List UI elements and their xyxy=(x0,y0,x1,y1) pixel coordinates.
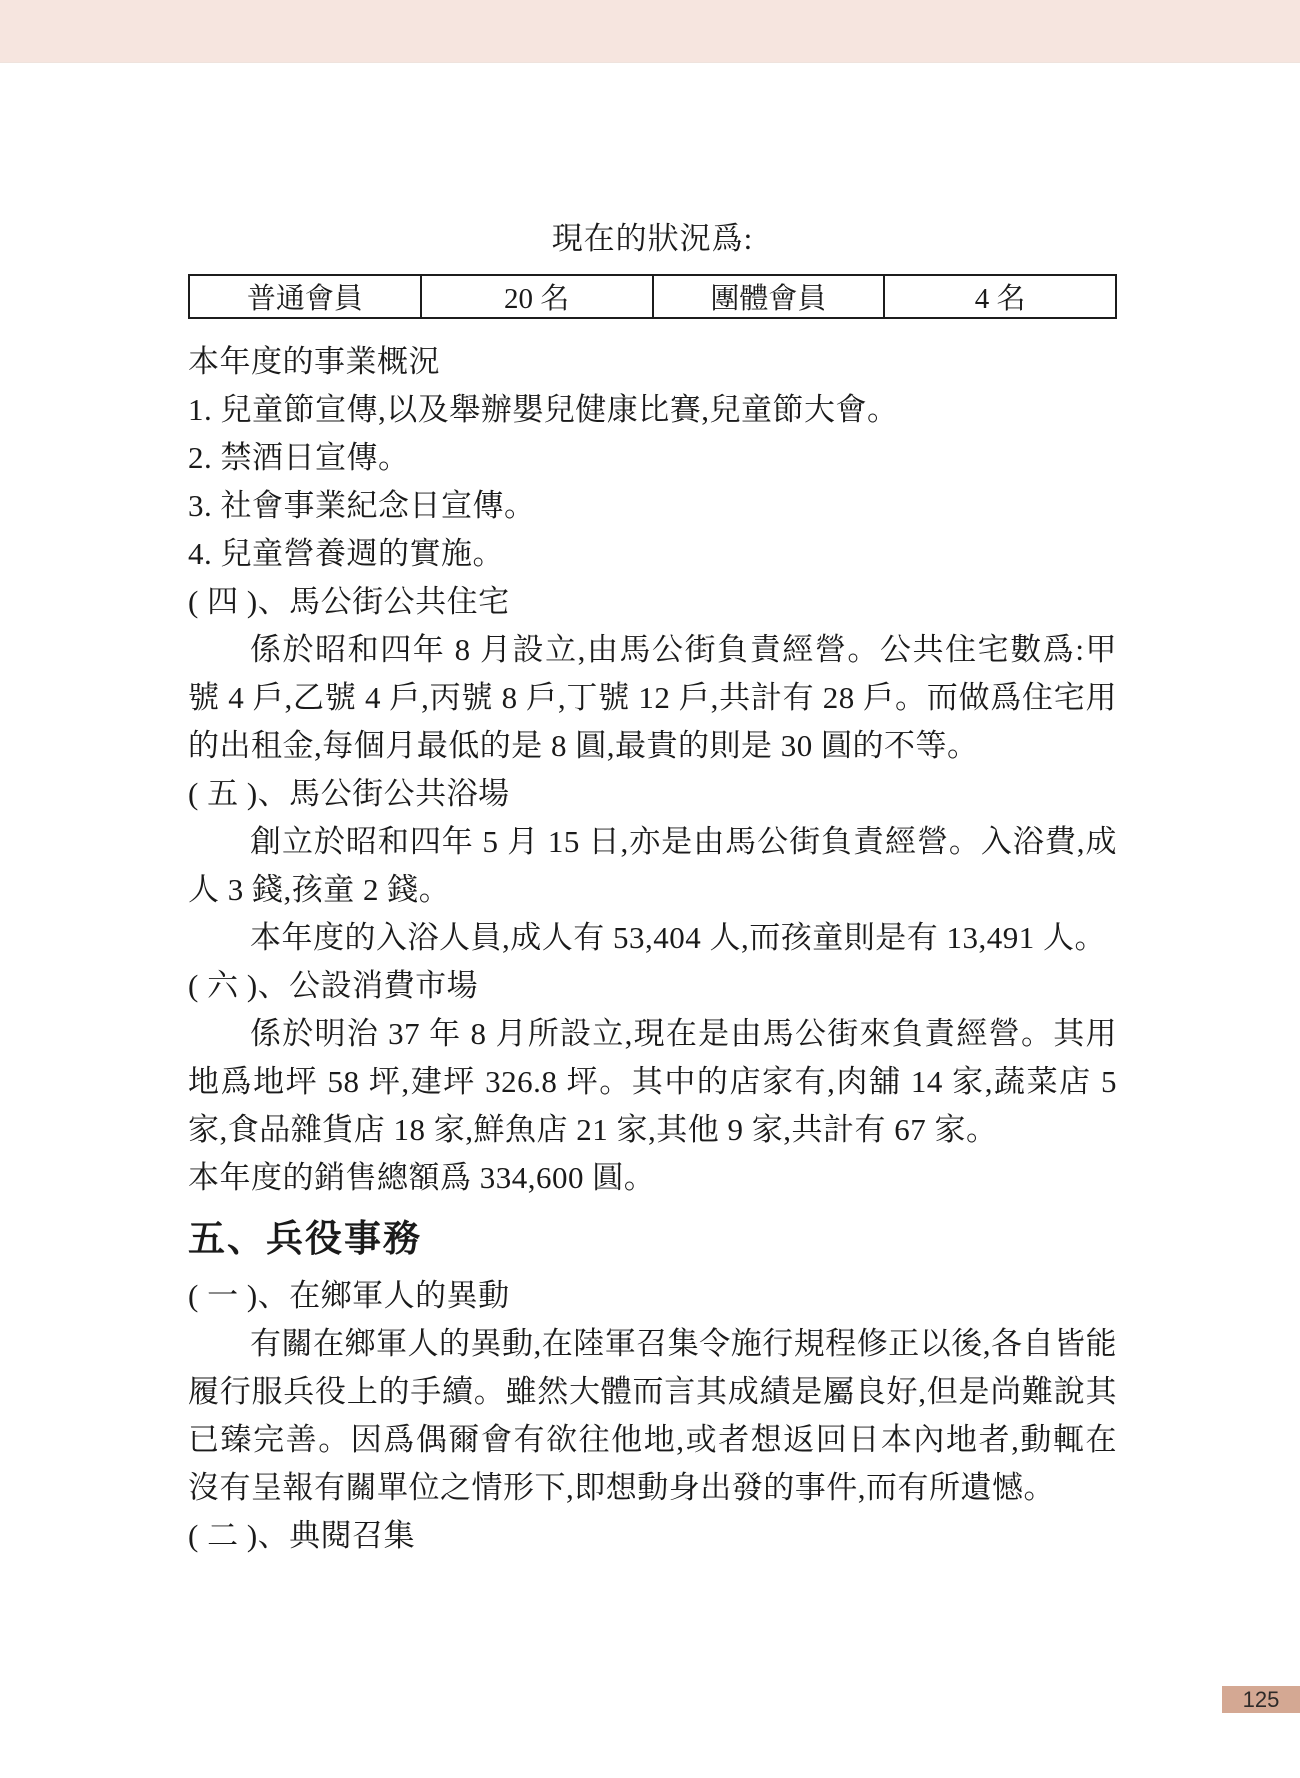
top-decoration-band xyxy=(0,0,1300,63)
subsection-label: ( 一 )、在鄉軍人的異動 xyxy=(188,1278,510,1313)
body-paragraph: 本年度的入浴人員,成人有 53,404 人,而孩童則是有 13,491 人。 xyxy=(250,920,1106,955)
table-cell-member-type-1: 普通會員 xyxy=(189,275,421,318)
subsection-label: ( 二 )、典閱召集 xyxy=(188,1518,416,1553)
subsection-label: ( 六 )、公設消費市場 xyxy=(188,968,479,1003)
table-row xyxy=(189,275,1116,318)
page-number: 125 xyxy=(1242,1686,1280,1712)
page-number-badge xyxy=(1222,1686,1300,1713)
body-paragraph: 係於明治 37 年 8 月所設立,現在是由馬公街來負責經營。其用地爲地坪 58 坪,建坪 326.8 坪。其中的店家有,肉舖 14 家,蔬菜店 5 家,食品雜貨店 18 家,鮮魚店 21 家,其他 9 家,共計有 67 家。 xyxy=(188,1016,1117,1147)
numbered-item: 3. 社會事業紀念日宣傳。 xyxy=(188,488,536,523)
subsection-label: ( 五 )、馬公街公共浴場 xyxy=(188,776,510,811)
table-cell-member-count-1: 20 名 xyxy=(421,275,653,318)
body-paragraph: 本年度的事業概況 xyxy=(188,344,440,379)
subsection-label: ( 四 )、馬公街公共住宅 xyxy=(188,584,510,619)
numbered-item: 1. 兒童節宣傳,以及舉辦嬰兒健康比賽,兒童節大會。 xyxy=(188,392,899,427)
table-cell-member-type-2: 團體會員 xyxy=(653,275,885,318)
body-paragraph: 係於昭和四年 8 月設立,由馬公街負責經營。公共住宅數爲:甲號 4 戶,乙號 4 戶,丙號 8 戶,丁號 12 戶,共計有 28 戶。而做爲住宅用的出租金,每個月最低的是 8 圓,最貴的則是 30 圓的不等。 xyxy=(188,632,1117,763)
body-text xyxy=(188,338,1117,1560)
page-content xyxy=(188,63,1117,1560)
body-paragraph: 有關在鄉軍人的異動,在陸軍召集令施行規程修正以後,各自皆能履行服兵役上的手續。雖然大體而言其成績是屬良好,但是尚難說其已臻完善。因爲偶爾會有欲往他地,或者想返回日本內地者,動輒在沒有呈報有關單位之情形下,即想動身出發的事件,而有所遺憾。 xyxy=(188,1326,1117,1505)
numbered-item: 4. 兒童營養週的實施。 xyxy=(188,536,504,571)
membership-table xyxy=(188,274,1117,319)
numbered-item: 2. 禁酒日宣傳。 xyxy=(188,440,410,475)
section-heading: 五、兵役事務 xyxy=(188,1219,422,1260)
body-paragraph: 本年度的銷售總額爲 334,600 圓。 xyxy=(188,1160,656,1195)
table-cell-member-count-2: 4 名 xyxy=(884,275,1116,318)
status-line: 現在的狀況爲: xyxy=(551,221,754,256)
body-paragraph: 創立於昭和四年 5 月 15 日,亦是由馬公街負責經營。入浴費,成人 3 錢,孩童 2 錢。 xyxy=(188,824,1117,907)
